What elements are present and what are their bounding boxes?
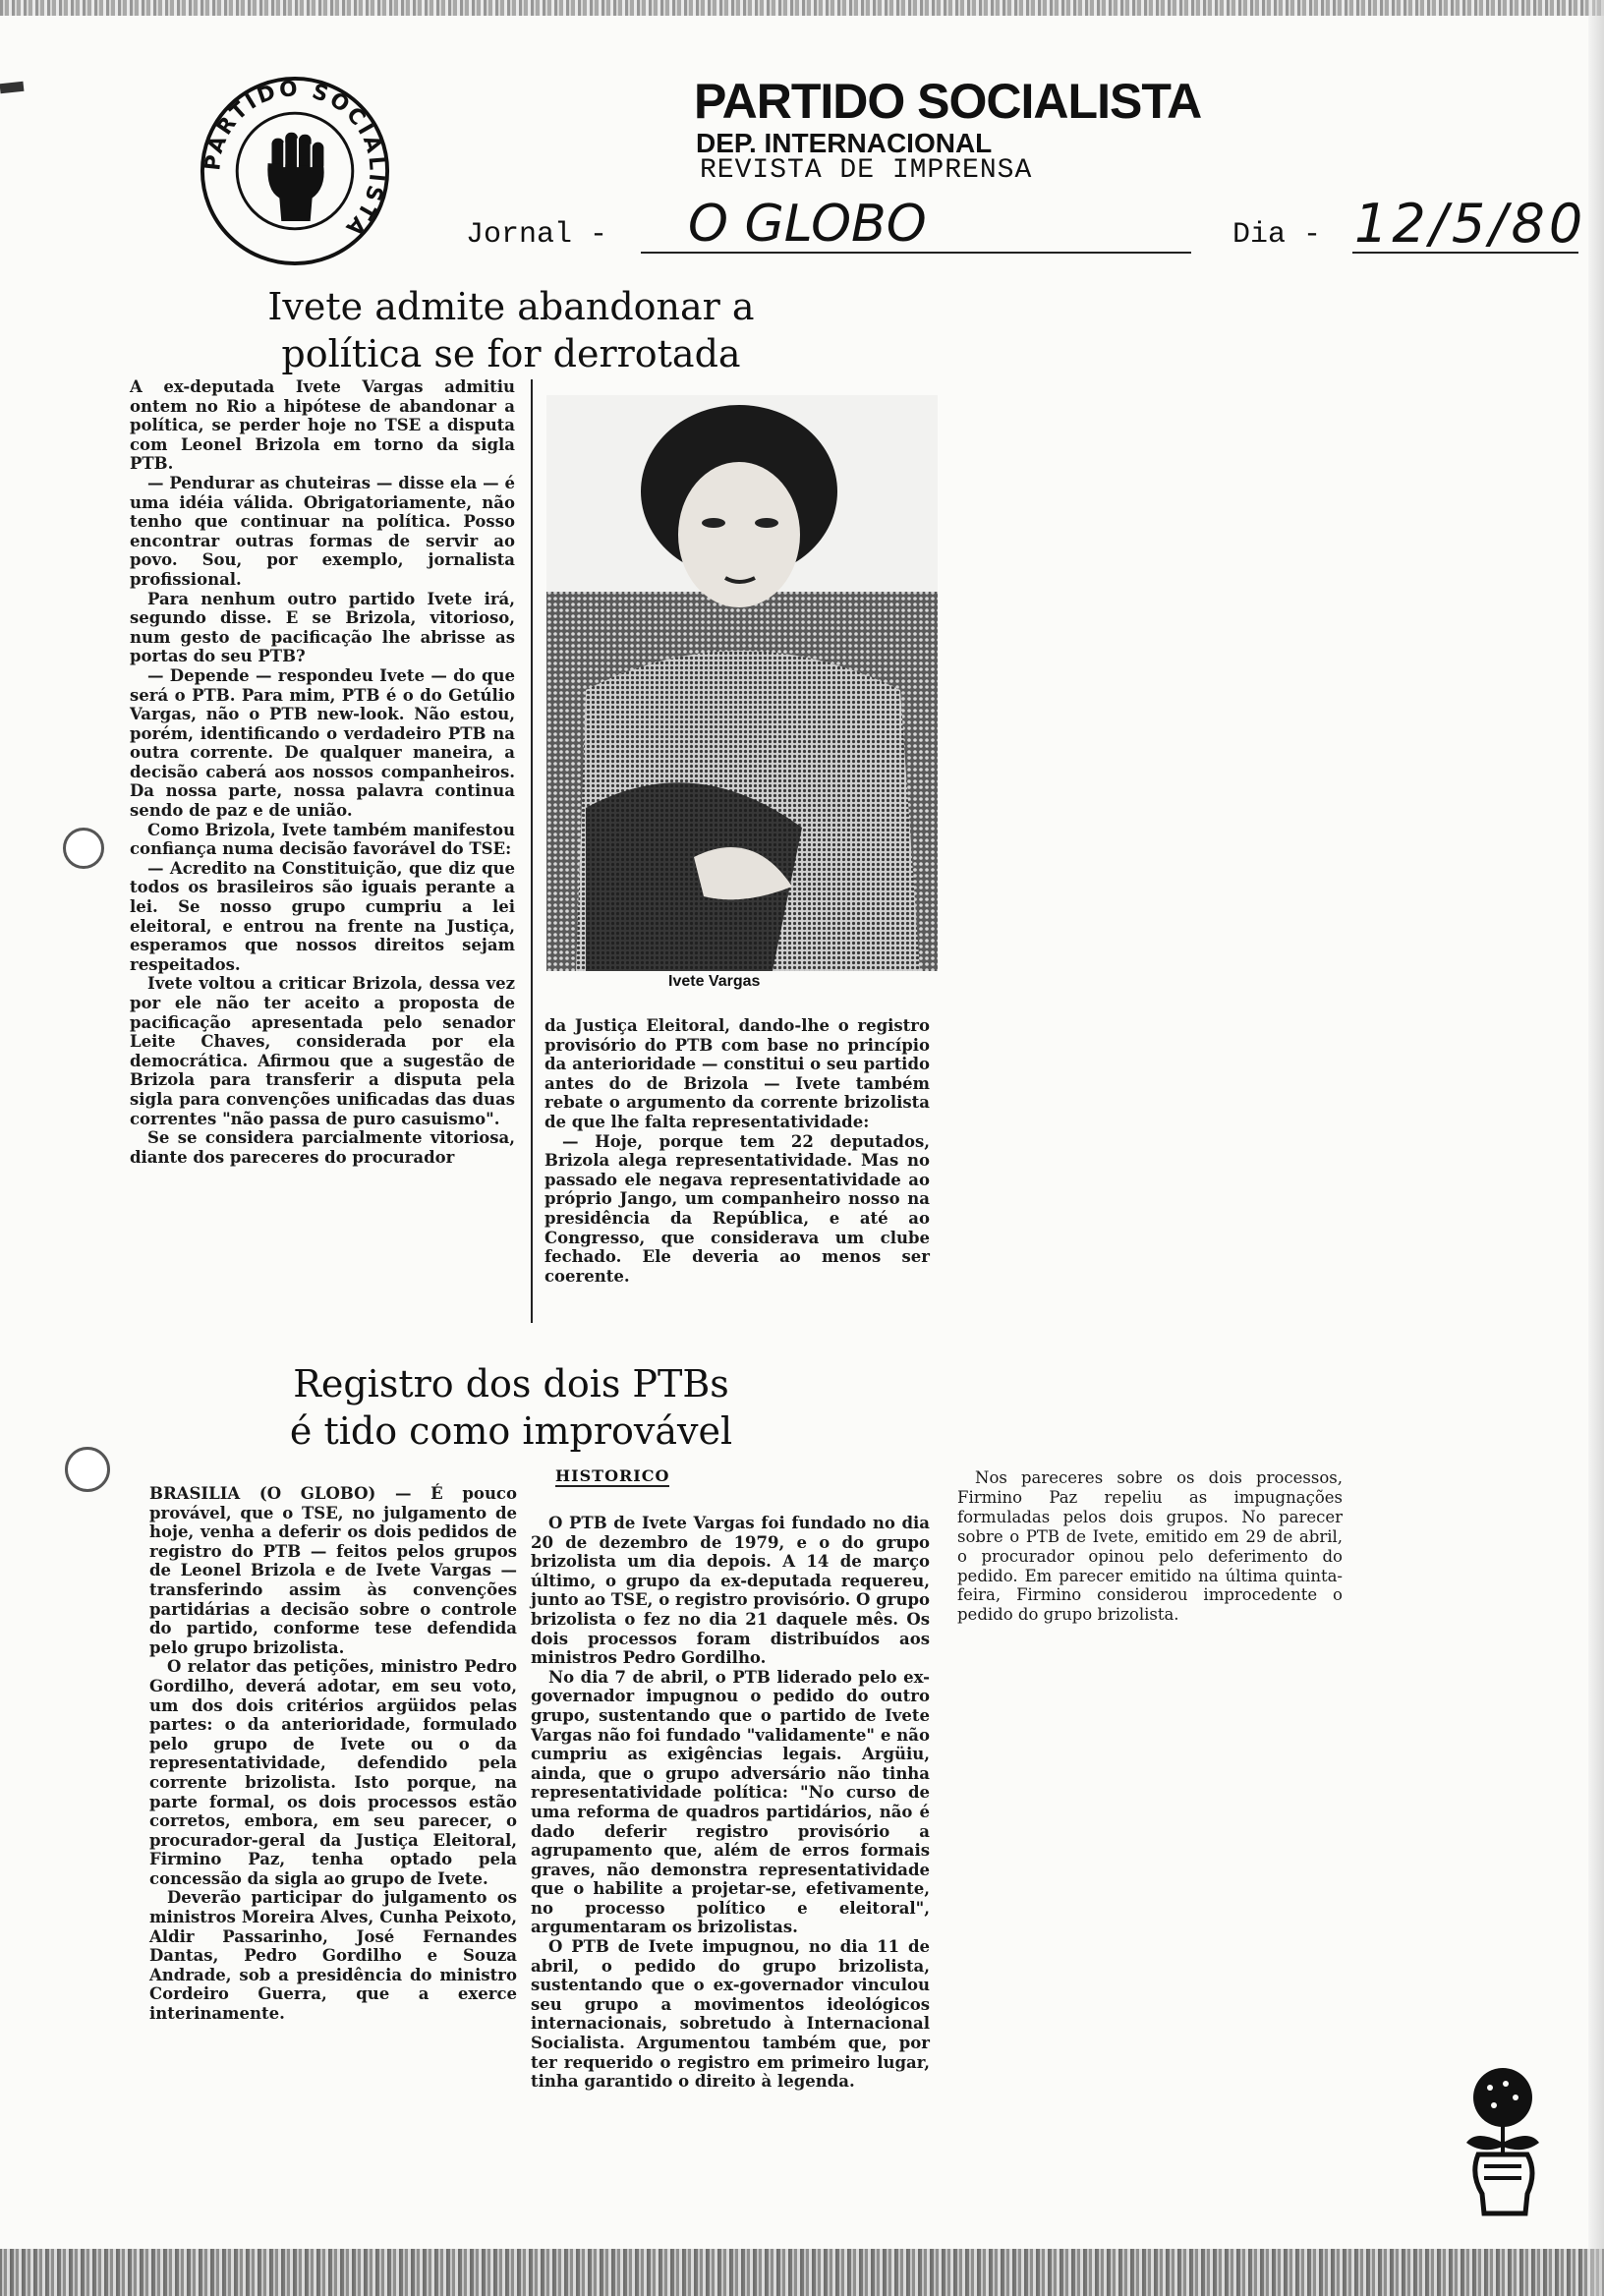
photo-caption: Ivete Vargas	[668, 973, 761, 990]
rose-fist-icon	[1449, 2064, 1557, 2221]
paragraph: da Justiça Eleitoral, dando-lhe o registro provisório do PTB com base no princípio da anterioridade — constitui o seu partido antes do de Brizola — Ivete também rebate o argumento da corrente brizolista de que lhe falta representatividade:	[544, 1016, 930, 1131]
section-label: REVISTA DE IMPRENSA	[700, 155, 1033, 186]
paragraph: Para nenhum outro partido Ivete irá, segundo disse. E se Brizola, vitorioso, num gesto de pacificação lhe abrisse as portas do seu PTB?	[130, 589, 515, 666]
article2-column3	[957, 1468, 1343, 1625]
historico-subhead: HISTORICO	[555, 1466, 670, 1485]
paragraph: — Hoje, porque tem 22 deputados, Brizola alega representatividade. Mas no passado ele negava representatividade ao próprio Jango, um companheiro nosso na presidência da República, e até ao Congresso, que considerava um clube fechado. Ele deveria ao menos ser coerente.	[544, 1131, 930, 1286]
paragraph: O relator das petições, ministro Pedro Gordilho, deverá adotar, em seu voto, um dos dois critérios argüidos pelas partes: o da anterioridade, formulado pelo grupo de Ivete ou o da representatividade, defendido pela corrente brizolista. Isto porque, na parte formal, os dois processos estão corretos, embora, em seu parecer, o procurador-geral da Justiça Eleitoral, Firmino Paz, tenha optado pela concessão da sigla ao grupo de Ivete.	[149, 1657, 517, 1888]
article1-headline-line2: política se for derrotada	[281, 332, 741, 375]
org-title: PARTIDO SOCIALISTA	[694, 74, 1202, 129]
paragraph: Nos pareceres sobre os dois processos, Firmino Paz repeliu as impugnações formuladas pelos dois grupos. No parecer sobre o PTB de Ivete, emitido em 29 de abril, o procurador opinou pelo deferimento do pedido. Em parecer emitido na última quinta-feira, Firmino considerou improcedente o pedido do grupo brizolista.	[957, 1468, 1343, 1625]
paragraph: A ex-deputada Ivete Vargas admitiu ontem no Rio a hipótese de abandonar a política, se perder hoje no TSE a disputa com Leonel Brizola em torno da sigla PTB.	[130, 377, 515, 474]
paragraph: Como Brizola, Ivete também manifestou confiança numa decisão favorável do TSE:	[130, 820, 515, 859]
article2-column2	[531, 1514, 930, 2092]
paragraph: O PTB de Ivete Vargas foi fundado no dia 20 de dezembro de 1979, e o do grupo brizolista um dia depois. A 14 de março último, o grupo da ex-deputada requereu, junto ao TSE, o registro provisório. O grupo brizolista o fez no dia 21 daquele mês. Os dois processos foram distribuídos aos ministros Pedro Gordilho.	[531, 1514, 930, 1668]
paragraph: No dia 7 de abril, o PTB liderado pelo ex-governador impugnou o pedido do outro grupo, sustentando que o partido de Ivete Vargas não foi fundado "validamente" e não cumpriu as exigências legais. Argüiu, ainda, que o grupo adversário não tinha representatividade política: "No curso de uma reforma de quadros partidários, não é dado deferir registro provisório a agrupamento que, além de erros formais graves, não demonstra representatividade que o habilite a projetar-se, efetivamente, no processo político e eleitoral", argumentaram os brizolistas.	[531, 1667, 930, 1937]
paragraph: — Depende — respondeu Ivete — do que será o PTB. Para mim, PTB é o do Getúlio Vargas, não o PTB new-look. Não estou, porém, identificando o verdadeiro PTB na outra corrente. De qualquer maneira, a decisão caberá aos nossos companheiros. Da nossa parte, nossa palavra continua sendo de paz e de união.	[130, 665, 515, 821]
punch-hole-upper	[63, 828, 104, 869]
article2-headline-line1: Registro dos dois PTBs	[293, 1362, 729, 1406]
article2-column1	[149, 1484, 517, 2024]
scan-border-right	[1588, 0, 1604, 2296]
punch-hole-top	[0, 82, 24, 93]
article1-column1	[130, 377, 515, 1167]
ivete-photo	[546, 395, 938, 971]
scan-border-bottom	[0, 2249, 1604, 2296]
scan-border-top	[0, 0, 1604, 16]
article1-headline-line1: Ivete admite abandonar a	[267, 285, 755, 328]
paragraph: Deverão participar do julgamento os ministros Moreira Alves, Cunha Peixoto, Aldir Passarinho, José Fernandes Dantas, Pedro Gordilho e Souza Andrade, sob a presidência do ministro Cordeiro Guerra, que a exerce interinamente.	[149, 1888, 517, 2024]
paragraph: BRASILIA (O GLOBO) — É pouco provável, que o TSE, no julgamento de hoje, venha a deferir os dois pedidos de registro do PTB — feitos pelos grupos de Leonel Brizola e de Ivete Vargas — transferindo assim às convenções partidárias a decisão sobre o controle do partido, conforme tese defendida pelo grupo brizolista.	[149, 1484, 517, 1657]
article1-headline	[226, 283, 796, 377]
column-rule	[531, 379, 533, 1323]
logo-text: PARTIDO SOCIALISTA	[200, 77, 389, 243]
jornal-label: Jornal -	[466, 218, 608, 252]
paragraph: Se se considera parcialmente vitoriosa, diante dos pareceres do procurador	[130, 1128, 515, 1167]
paragraph: O PTB de Ivete impugnou, no dia 11 de abril, o pedido do grupo brizolista, sustentando que o ex-governador vinculou seu grupo a movimentos ideológicos internacionais, sobretudo à Internacional Socialista. Argumentou também que, por ter requerido o registro em primeiro lugar, tinha garantido o direito à legenda.	[531, 1937, 930, 2092]
punch-hole-lower	[65, 1447, 110, 1492]
article2-headline-line2: é tido como improvável	[289, 1409, 733, 1453]
paragraph: — Acredito na Constituição, que diz que todos os brasileiros são iguais perante a lei. Se nosso grupo cumpriu a lei eleitoral, e entrou na frente na Justiça, esperamos que nossos direitos sejam respeitados.	[130, 858, 515, 974]
dia-label: Dia -	[1232, 218, 1322, 252]
dia-value: 12/5/80	[1354, 193, 1587, 255]
paragraph: — Pendurar as chuteiras — disse ela — é uma idéia válida. Obrigatoriamente, não tenho que continuar na política. Posso encontrar outras formas de servir ao povo. Sou, por exemplo, jornalista profissional.	[130, 473, 515, 589]
party-logo-icon	[199, 75, 391, 267]
article2-headline	[226, 1360, 796, 1455]
jornal-value: O GLOBO	[688, 195, 927, 254]
dept-label: DEP. INTERNACIONAL	[696, 128, 993, 158]
paragraph: Ivete voltou a criticar Brizola, dessa vez por ele não ter aceito a proposta de pacificação apresentada pelo senador Leite Chaves, considerada por ela democrática. Afirmou que a sugestão de Brizola para transferir a disputa pela sigla para convenções unificadas das duas correntes "não passa de puro casuismo".	[130, 974, 515, 1128]
article1-column2	[544, 1016, 930, 1286]
